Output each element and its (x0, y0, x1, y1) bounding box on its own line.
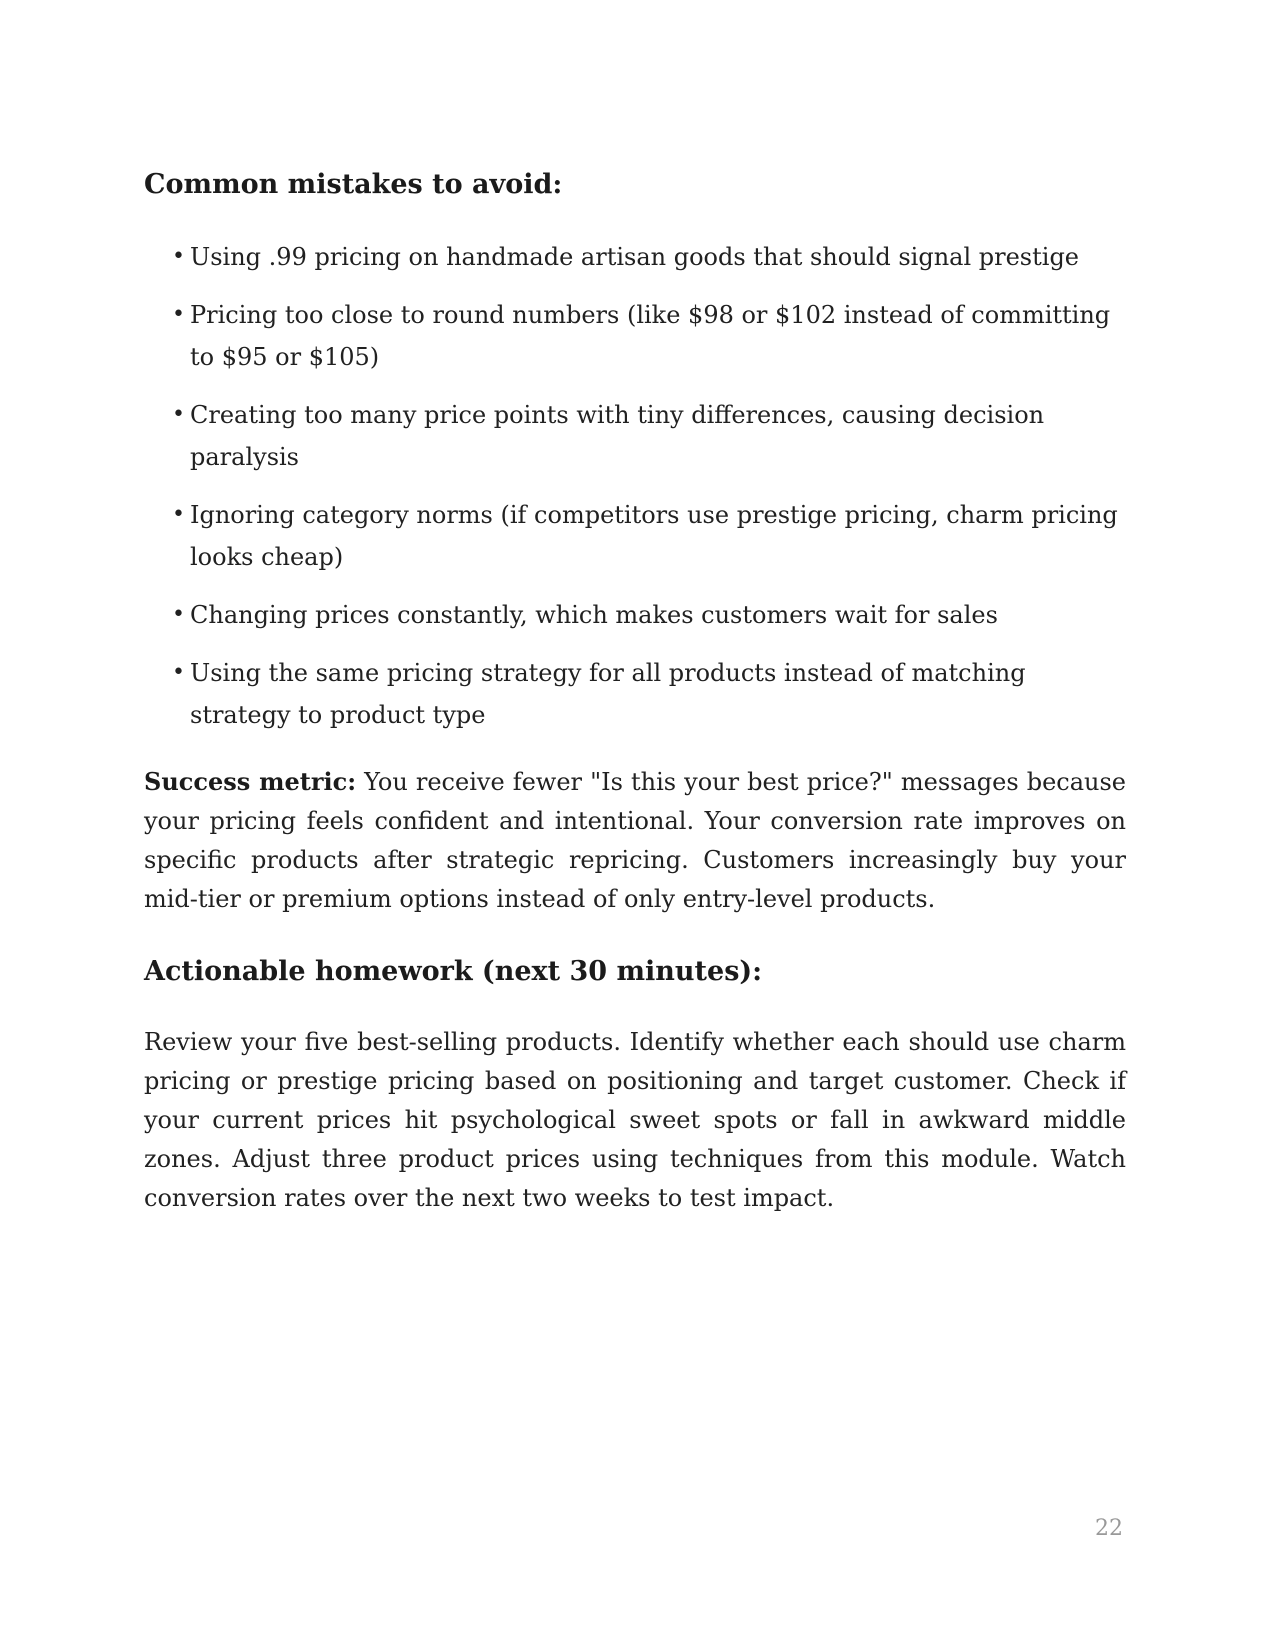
success-metric-paragraph (144, 762, 1126, 919)
bullet-item: • Using .99 pricing on handmade artisan goods that should signal prestige (144, 236, 1126, 278)
success-metric-label: Success metric: (144, 766, 357, 796)
page-content (144, 168, 1126, 1254)
bullet-item: • Pricing too close to round numbers (like $98 or $102 instead of committing to $95 or $105) (144, 294, 1126, 378)
mistakes-bullet-list (144, 236, 1126, 736)
bullet-item: • Ignoring category norms (if competitors use prestige pricing, charm pricing looks cheap) (144, 494, 1126, 578)
page-number: 22 (1095, 1516, 1123, 1541)
bullet-item: • Using the same pricing strategy for all products instead of matching strategy to product type (144, 652, 1126, 736)
heading-actionable-homework: Actionable homework (next 30 minutes): (144, 955, 763, 987)
success-metric-text: You receive fewer "Is this your best price?" messages because your pricing feels confident and intentional. Your conversion rate improves on specific products after strategic repricing. Customers increasingly buy your mid-tier or premium options instead of only entry-level products. (144, 767, 1127, 913)
bullet-item: • Creating too many price points with tiny differences, causing decision paralysis (144, 394, 1126, 478)
homework-paragraph: Review your five best-selling products. Identify whether each should use charm pricing or prestige pricing based on positioning and target customer. Check if your current prices hit psychological sweet spots or fall in awkward middle zones. Adjust three product prices using techniques from this module. Watch conversion rates over the next two weeks to test impact. (144, 1027, 1126, 1212)
heading-common-mistakes: Common mistakes to avoid: (144, 169, 563, 200)
bullet-item: • Changing prices constantly, which makes customers wait for sales (144, 594, 1126, 636)
